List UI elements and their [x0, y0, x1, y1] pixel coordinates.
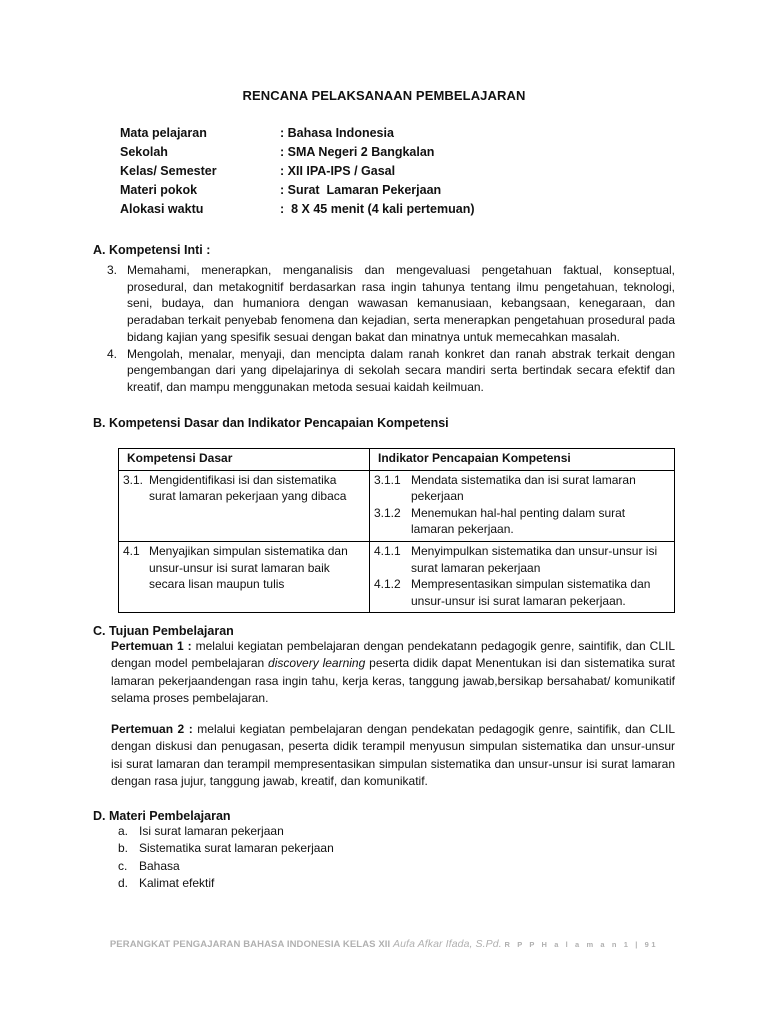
section-d-heading: D. Materi Pembelajaran: [93, 809, 231, 823]
indicator-text: Mempresentasikan simpulan sistematika dan unsur-unsur isi surat lamaran pekerjaan.: [411, 577, 651, 608]
list-text: Bahasa: [139, 858, 180, 873]
identity-label: Materi pokok: [120, 183, 198, 197]
indicator-entry: [374, 576, 668, 609]
footer-author: Aufa Afkar Ifada, S.Pd.: [393, 938, 502, 950]
indicator-entry: [374, 543, 668, 576]
section-a-heading: A. Kompetensi Inti :: [93, 243, 211, 257]
list-text: Mengolah, menalar, menyaji, dan mencipta dalam ranah konkret dan ranah abstrak terkait dengan pengembangan dari yang dipelajarinya di sekolah secara mandiri serta bertindak secara efektif dan kreatif, dan mampu menggunakan metoda sesuai kaidah keilmuan.: [127, 346, 675, 394]
list-item: [118, 823, 334, 840]
indicator-number: 4.1.2: [374, 577, 401, 592]
kd-number: 3.1.: [123, 472, 144, 487]
identity-label: Alokasi waktu: [120, 202, 204, 216]
meeting-2-paragraph: [111, 721, 675, 791]
section-b-heading: B. Kompetensi Dasar dan Indikator Pencapaian Kompetensi: [93, 416, 449, 430]
identity-value: : Bahasa Indonesia: [280, 126, 394, 140]
meeting-1-text-b: peserta didik dapat Menentukan isi dan sistematika surat lamaran pekerjaandengan rasa ingin tahu, kerja keras, tanggung jawab,bersikap bersahabat/ komunikatif selama proses pembelajaran.: [111, 656, 675, 706]
identity-row: [120, 164, 475, 183]
list-letter: b.: [118, 841, 129, 856]
section-c-heading: C. Tujuan Pembelajaran: [93, 624, 234, 638]
document-title: RENCANA PELAKSANAAN PEMBELAJARAN: [242, 88, 526, 103]
kd-number: 4.1: [123, 543, 140, 558]
table-row: [119, 541, 675, 612]
meeting-1-label: Pertemuan 1 :: [111, 639, 192, 653]
indicator-text: Mendata sistematika dan isi surat lamaran pekerjaan: [411, 472, 636, 504]
meeting-1-text-a: melalui kegiatan pembelajaran dengan pendekatann pedagogik genre, saintifik, dan CLIL dengan model pembelajaran: [111, 639, 676, 671]
page-footer: [0, 938, 768, 950]
identity-row: [120, 202, 475, 221]
meeting-1-paragraph: [111, 638, 675, 708]
indicator-entry: [374, 505, 668, 538]
identity-label: Sekolah: [120, 145, 168, 159]
list-item: [118, 840, 334, 857]
identity-row: [120, 145, 475, 164]
list-letter: d.: [118, 876, 129, 891]
materi-list: [118, 823, 334, 893]
identity-row: [120, 183, 475, 202]
indicator-number: 3.1.2: [374, 505, 401, 520]
kd-cell: [119, 541, 370, 612]
list-text: Memahami, menerapkan, menganalisis dan mengevaluasi pengetahuan faktual, konseptual, prosedural, dan metakognitif berdasarkan rasa ingin tahunya tentang ilmu pengetahuan, teknologi, seni, budaya, dan humaniora dengan wawasan kemanusiaan, kebangsaan, kenegaraan, dan peradaban terkait penyebab fenomena dan kejadian, serta menerapkan pengetahuan prosedural pada bidang kajian yang spesifik sesuai dengan bakat dan minatnya untuk memecahkan masalah.: [127, 263, 675, 344]
list-item: [118, 858, 334, 875]
kompetensi-inti-list: [107, 262, 675, 396]
kd-text: Menyajikan simpulan sistematika dan unsur-unsur isi surat lamaran baik secara lisan maupun tulis: [149, 543, 348, 592]
list-letter: c.: [118, 858, 128, 873]
list-item: [107, 262, 675, 346]
table-header-ipk: Indikator Pencapaian Kompetensi: [370, 449, 675, 471]
indicator-number: 3.1.1: [374, 472, 401, 487]
list-number: 3.: [107, 263, 118, 277]
list-text: Kalimat efektif: [139, 876, 215, 891]
list-item: [107, 346, 675, 396]
table-header-row: [119, 449, 675, 471]
identity-row: [120, 126, 475, 145]
table-header-kd: Kompetensi Dasar: [119, 449, 370, 471]
kd-text: Mengidentifikasi isi dan sistematika surat lamaran pekerjaan yang dibaca: [149, 472, 347, 504]
list-number: 4.: [107, 346, 118, 361]
meeting-2-label: Pertemuan 2 :: [111, 722, 193, 736]
list-letter: a.: [118, 824, 129, 838]
kd-cell: [119, 470, 370, 541]
indicator-entry: [374, 472, 668, 505]
indicator-number: 4.1.1: [374, 543, 401, 558]
list-text: Sistematika surat lamaran pekerjaan: [139, 841, 334, 856]
table-row: [119, 470, 675, 541]
identity-block: [120, 126, 475, 221]
meeting-2-text: melalui kegiatan pembelajaran dengan pendekatan pedagogik genre, saintifik, dan CLIL dengan diskusi dan penugasan, peserta didik terampil menyusun simpulan sistematika dan unsur-unsur isi surat lamaran dan terampil mempresentasikan simpulan sistematika dan unsur-unsur isi surat lamaran dengan rasa jujur, tanggung jawab, kreatif, dan komunikatif.: [111, 722, 675, 789]
identity-value: : Surat Lamaran Pekerjaan: [280, 183, 442, 197]
indicator-text: Menemukan hal-hal penting dalam surat lamaran pekerjaan.: [411, 505, 626, 537]
indicator-cell: [370, 541, 675, 612]
list-text: Isi surat lamaran pekerjaan: [139, 824, 284, 838]
meeting-1-italic: discovery learning: [268, 656, 366, 671]
kd-entry: [123, 543, 363, 593]
indicator-text: Menyimpulkan sistematika dan unsur-unsur isi surat lamaran pekerjaan: [411, 543, 658, 575]
list-item: [118, 875, 334, 892]
footer-page-number: R P P H a l a m a n 1 | 91: [504, 940, 659, 949]
identity-value: : 8 X 45 menit (4 kali pertemuan): [280, 202, 475, 216]
identity-label: Mata pelajaran: [120, 126, 207, 140]
footer-title: PERANGKAT PENGAJARAN BAHASA INDONESIA KELAS XII: [109, 939, 391, 950]
indicator-cell: [370, 470, 675, 541]
identity-label: Kelas/ Semester: [120, 164, 217, 178]
identity-value: : XII IPA-IPS / Gasal: [280, 164, 396, 178]
competency-table: [118, 448, 675, 613]
kd-entry: [123, 472, 363, 505]
identity-value: : SMA Negeri 2 Bangkalan: [280, 145, 435, 159]
